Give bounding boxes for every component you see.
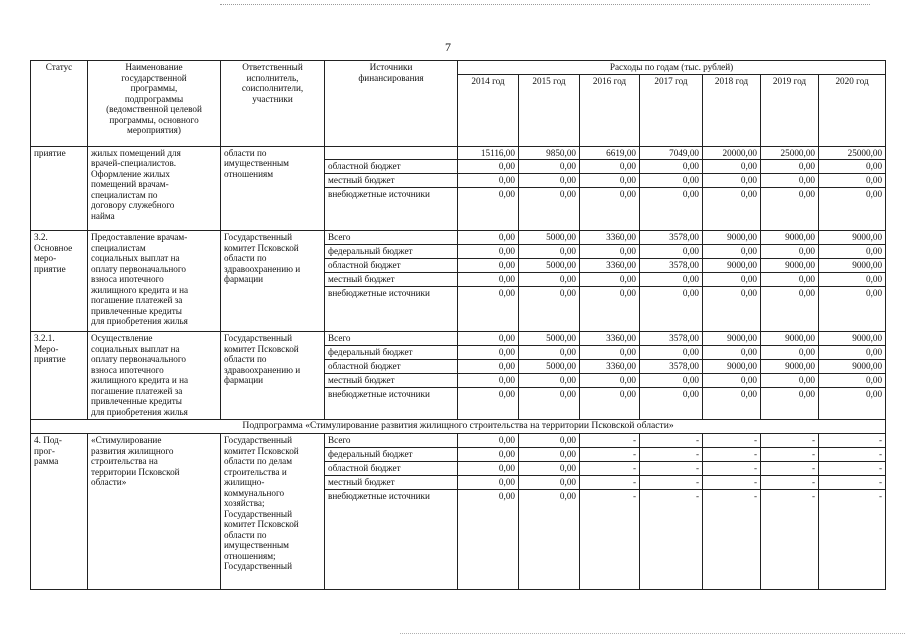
value-cell: 9000,00 [703, 259, 761, 273]
section-row [31, 420, 886, 434]
header-year: 2017 год [640, 74, 703, 146]
source-cell: местный бюджет [325, 174, 458, 188]
value-cell: 0,00 [580, 174, 640, 188]
value-cell: 25000,00 [761, 146, 819, 160]
value-cell: 0,00 [761, 273, 819, 287]
value-cell: 0,00 [640, 273, 703, 287]
source-cell [325, 146, 458, 160]
value-cell: 0,00 [640, 245, 703, 259]
name-cell: Предоставление врачам- специалистам социальных выплат на оплату первоначального взноса ипотечного жилищного кредита и на погашение платежей за привлеченные кредиты для приобретения жилья [88, 231, 221, 332]
value-cell: 0,00 [703, 160, 761, 174]
value-cell: - [761, 434, 819, 448]
value-cell: 0,00 [458, 273, 519, 287]
value-cell: 0,00 [458, 462, 519, 476]
value-cell: 0,00 [580, 287, 640, 332]
value-cell: 9000,00 [703, 360, 761, 374]
header-name: Наименование государственной программы, подпрограммы (ведомственной целевой программы, основного мероприятия) [88, 61, 221, 147]
value-cell: - [819, 434, 886, 448]
source-cell: областной бюджет [325, 160, 458, 174]
source-cell: федеральный бюджет [325, 245, 458, 259]
source-cell: областной бюджет [325, 259, 458, 273]
status-cell: 4. Под- прог- рамма [31, 434, 88, 590]
value-cell: 0,00 [703, 188, 761, 231]
source-cell: местный бюджет [325, 273, 458, 287]
value-cell: 0,00 [703, 374, 761, 388]
value-cell: - [819, 476, 886, 490]
header-year: 2016 год [580, 74, 640, 146]
value-cell: 0,00 [519, 434, 580, 448]
value-cell: 0,00 [640, 388, 703, 420]
value-cell: 9000,00 [761, 259, 819, 273]
source-cell: областной бюджет [325, 462, 458, 476]
value-cell: 3578,00 [640, 360, 703, 374]
name-cell: Осуществление социальных выплат на оплату первоначального взноса ипотечного жилищного кредита и на погашение платежей за привлеченные кредиты для приобретения жилья [88, 332, 221, 420]
executor-cell: Государственный комитет Псковской области по делам строительства и жилищно- коммунального хозяйства; Государственный комитет Псковской области по имущественным отношениям; Государственный [221, 434, 325, 590]
value-cell: 0,00 [819, 388, 886, 420]
value-cell: 0,00 [819, 174, 886, 188]
value-cell: 0,00 [519, 374, 580, 388]
header-row-1 [31, 61, 886, 75]
value-cell: - [761, 448, 819, 462]
value-cell: 3578,00 [640, 259, 703, 273]
value-cell: 3360,00 [580, 231, 640, 245]
value-cell: 0,00 [458, 374, 519, 388]
source-cell: местный бюджет [325, 476, 458, 490]
source-cell: внебюджетные источники [325, 388, 458, 420]
value-cell: 0,00 [761, 188, 819, 231]
name-cell: жилых помещений для врачей-специалистов. Оформление жилых помещений врачам- специалистам по договору служебного найма [88, 146, 221, 231]
value-cell: 5000,00 [519, 231, 580, 245]
value-cell: 0,00 [580, 245, 640, 259]
value-cell: - [580, 434, 640, 448]
value-cell: 0,00 [703, 287, 761, 332]
value-cell: 0,00 [580, 160, 640, 174]
value-cell: 0,00 [519, 174, 580, 188]
value-cell: 9000,00 [703, 231, 761, 245]
value-cell: 3578,00 [640, 231, 703, 245]
value-cell: 15116,00 [458, 146, 519, 160]
value-cell: 9000,00 [819, 332, 886, 346]
value-cell: 0,00 [458, 174, 519, 188]
value-cell: 0,00 [519, 490, 580, 590]
source-cell: внебюджетные источники [325, 287, 458, 332]
scan-edge-bottom [400, 633, 905, 634]
value-cell: 0,00 [519, 476, 580, 490]
value-cell: - [640, 434, 703, 448]
table-row [31, 434, 886, 448]
value-cell: - [640, 448, 703, 462]
executor-cell: Государственный комитет Псковской области по здравоохранению и фармации [221, 231, 325, 332]
source-cell: Всего [325, 332, 458, 346]
value-cell: - [761, 490, 819, 590]
value-cell: 0,00 [640, 287, 703, 332]
value-cell: 0,00 [580, 273, 640, 287]
value-cell: 9000,00 [761, 360, 819, 374]
source-cell: Всего [325, 231, 458, 245]
value-cell: 9850,00 [519, 146, 580, 160]
source-cell: федеральный бюджет [325, 448, 458, 462]
value-cell: 0,00 [640, 160, 703, 174]
source-cell: внебюджетные источники [325, 188, 458, 231]
header-expenses: Расходы по годам (тыс. рублей) [458, 61, 886, 75]
value-cell: 0,00 [761, 346, 819, 360]
value-cell: 5000,00 [519, 332, 580, 346]
header-year: 2019 год [761, 74, 819, 146]
value-cell: - [580, 462, 640, 476]
value-cell: 3360,00 [580, 360, 640, 374]
source-cell: областной бюджет [325, 360, 458, 374]
value-cell: - [761, 476, 819, 490]
value-cell: - [819, 462, 886, 476]
value-cell: 0,00 [519, 287, 580, 332]
page-number: 7 [445, 40, 451, 54]
value-cell: 0,00 [458, 490, 519, 590]
value-cell: 0,00 [458, 259, 519, 273]
value-cell: 0,00 [761, 245, 819, 259]
name-cell: «Стимулирование развития жилищного строительства на территории Псковской области» [88, 434, 221, 590]
value-cell: 0,00 [819, 374, 886, 388]
value-cell: - [819, 448, 886, 462]
value-cell: 9000,00 [703, 332, 761, 346]
value-cell: 0,00 [761, 160, 819, 174]
value-cell: 5000,00 [519, 259, 580, 273]
value-cell: 0,00 [580, 374, 640, 388]
table-row [31, 146, 886, 160]
value-cell: 0,00 [819, 245, 886, 259]
source-cell: местный бюджет [325, 374, 458, 388]
value-cell: 0,00 [819, 160, 886, 174]
value-cell: 20000,00 [703, 146, 761, 160]
value-cell: 0,00 [458, 360, 519, 374]
value-cell: 0,00 [519, 188, 580, 231]
value-cell: 0,00 [640, 346, 703, 360]
value-cell: 0,00 [819, 188, 886, 231]
value-cell: 25000,00 [819, 146, 886, 160]
executor-cell: Государственный комитет Псковской области по здравоохранению и фармации [221, 332, 325, 420]
value-cell: - [703, 476, 761, 490]
value-cell: 6619,00 [580, 146, 640, 160]
header-year: 2020 год [819, 74, 886, 146]
value-cell: - [580, 448, 640, 462]
value-cell: 9000,00 [819, 259, 886, 273]
value-cell: - [580, 490, 640, 590]
header-executor: Ответственный исполнитель, соисполнители, участники [221, 61, 325, 147]
status-cell: приятие [31, 146, 88, 231]
header-year: 2014 год [458, 74, 519, 146]
value-cell: 7049,00 [640, 146, 703, 160]
value-cell: 0,00 [519, 160, 580, 174]
value-cell: 0,00 [458, 346, 519, 360]
source-cell: внебюджетные источники [325, 490, 458, 590]
header-year: 2015 год [519, 74, 580, 146]
value-cell: 0,00 [640, 188, 703, 231]
value-cell: 0,00 [640, 374, 703, 388]
value-cell: 0,00 [458, 231, 519, 245]
value-cell: 0,00 [458, 388, 519, 420]
value-cell: 0,00 [761, 287, 819, 332]
value-cell: 0,00 [519, 462, 580, 476]
value-cell: 0,00 [819, 346, 886, 360]
value-cell: 0,00 [580, 346, 640, 360]
value-cell: - [703, 434, 761, 448]
source-cell: Всего [325, 434, 458, 448]
value-cell: 0,00 [519, 273, 580, 287]
subprogram-title: Подпрограмма «Стимулирование развития жилищного строительства на территории Псковской области» [31, 420, 886, 434]
value-cell: 0,00 [703, 388, 761, 420]
value-cell: 0,00 [458, 287, 519, 332]
value-cell: - [640, 490, 703, 590]
executor-cell: области по имущественным отношениям [221, 146, 325, 231]
status-cell: 3.2. Основное меро- приятие [31, 231, 88, 332]
value-cell: 0,00 [519, 346, 580, 360]
value-cell: - [819, 490, 886, 590]
value-cell: 0,00 [640, 174, 703, 188]
value-cell: - [761, 462, 819, 476]
status-cell: 3.2.1. Меро- приятие [31, 332, 88, 420]
value-cell: 0,00 [819, 287, 886, 332]
value-cell: 0,00 [458, 332, 519, 346]
value-cell: 0,00 [761, 374, 819, 388]
value-cell: 0,00 [458, 245, 519, 259]
value-cell: 3578,00 [640, 332, 703, 346]
value-cell: 0,00 [519, 388, 580, 420]
value-cell: 0,00 [458, 434, 519, 448]
value-cell: 0,00 [819, 273, 886, 287]
value-cell: - [703, 448, 761, 462]
value-cell: 0,00 [761, 388, 819, 420]
value-cell: 0,00 [703, 273, 761, 287]
source-cell: федеральный бюджет [325, 346, 458, 360]
value-cell: 0,00 [458, 476, 519, 490]
value-cell: 0,00 [703, 245, 761, 259]
value-cell: 0,00 [761, 174, 819, 188]
header-sources: Источники финансирования [325, 61, 458, 147]
value-cell: - [640, 476, 703, 490]
value-cell: 0,00 [458, 448, 519, 462]
value-cell: - [703, 490, 761, 590]
value-cell: 9000,00 [819, 360, 886, 374]
value-cell: 9000,00 [819, 231, 886, 245]
value-cell: 0,00 [580, 388, 640, 420]
value-cell: 3360,00 [580, 259, 640, 273]
value-cell: - [640, 462, 703, 476]
header-year: 2018 год [703, 74, 761, 146]
value-cell: 0,00 [519, 448, 580, 462]
value-cell: - [703, 462, 761, 476]
value-cell: 3360,00 [580, 332, 640, 346]
value-cell: 5000,00 [519, 360, 580, 374]
value-cell: 9000,00 [761, 231, 819, 245]
budget-table [30, 60, 886, 590]
scan-edge-top [220, 4, 870, 5]
value-cell: 0,00 [458, 188, 519, 231]
value-cell: 0,00 [458, 160, 519, 174]
value-cell: 0,00 [519, 245, 580, 259]
value-cell: 0,00 [703, 174, 761, 188]
value-cell: 9000,00 [761, 332, 819, 346]
table-row [31, 231, 886, 245]
table-row [31, 332, 886, 346]
value-cell: - [580, 476, 640, 490]
header-status: Статус [31, 61, 88, 147]
value-cell: 0,00 [703, 346, 761, 360]
value-cell: 0,00 [580, 188, 640, 231]
